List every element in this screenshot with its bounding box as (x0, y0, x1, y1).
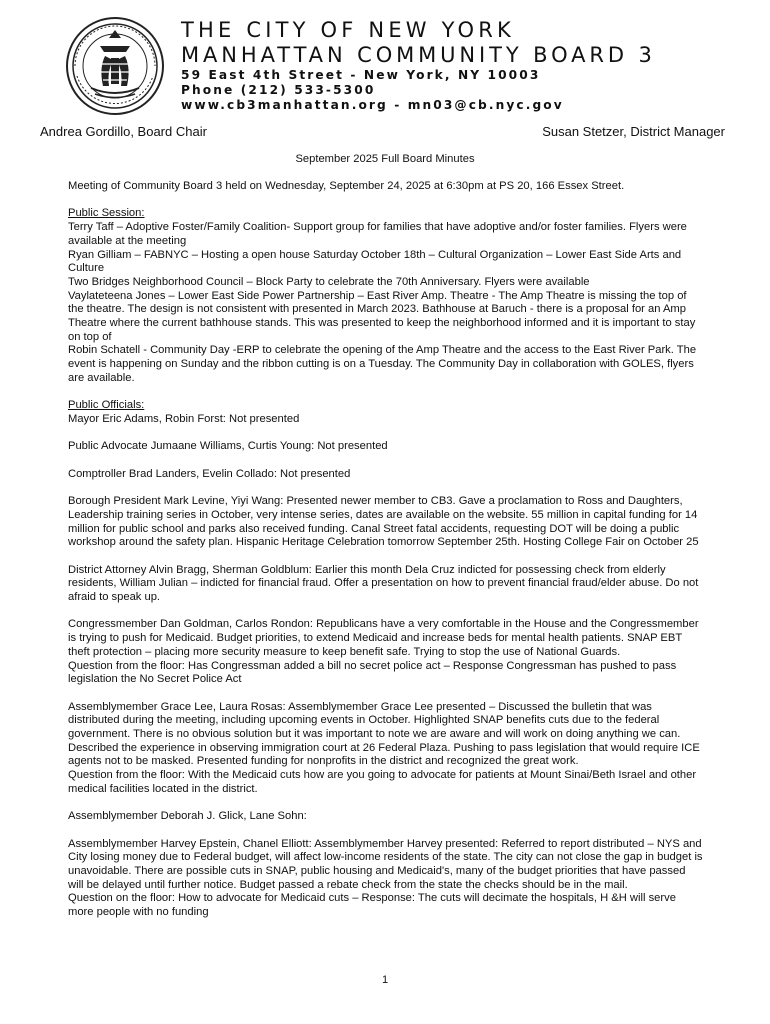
city-seal-icon (65, 16, 165, 116)
public-session-item: Terry Taff – Adoptive Foster/Family Coalition- Support group for families that have adoptive and/or foster families. Flyers were available at the meeting (68, 221, 687, 247)
assemblymember-glick-report: Assemblymember Deborah J. Glick, Lane Sohn: (68, 810, 307, 823)
web-email-line: www.cb3manhattan.org - mn03@cb.nyc.gov (181, 98, 564, 112)
letterhead (181, 18, 656, 113)
board-chair: Andrea Gordillo, Board Chair (40, 124, 207, 139)
mayor-report: Mayor Eric Adams, Robin Forst: Not presented (68, 412, 300, 425)
agency-name-line2: MANHATTAN COMMUNITY BOARD 3 (181, 43, 656, 67)
meeting-intro: Meeting of Community Board 3 held on Wednesday, September 24, 2025 at 6:30pm at PS 20, 166 Essex Street. (68, 180, 625, 192)
assemblymember-lee-report: Assemblymember Grace Lee, Laura Rosas: Assemblymember Grace Lee presented – Discussed the bulletin that was distributed during the meeting, including upcoming events in October. Highlighted SNAP benefits cuts due to the federal government. There is no obvious solution but it was important to note we are aware and will work on doing anything we can. Described the experience in observing immigration court at 26 Federal Plaza. Pushing to pass legislation that would require ICE agents not to be masked. Presented funding for nonprofits in the district and recognized the great work. (68, 700, 700, 768)
borough-president-report: Borough President Mark Levine, Yiyi Wang: Presented newer member to CB3. Gave a proclamation to Ross and Daughters, Leadership training series in October, very intense series, dates are available on the website. 55 million in capital funding for 14 million for public school and parks also received funding. Canal Street fatal accidents, requesting DOT will be doing a public workshop around the safety plan. Hispanic Heritage Celebration tomorrow September 25th. Hosting College Fair on October 25 (68, 495, 699, 549)
agency-name-line1: THE CITY OF NEW YORK (181, 18, 516, 42)
address-line: 59 East 4th Street - New York, NY 10003 (181, 68, 541, 82)
assemblymember-lee-question: Question from the floor: With the Medicaid cuts how are you going to advocate for patients at Mount Sinai/Beth Israel and other medical facilities located in the district. (68, 769, 697, 795)
page-number: 1 (381, 974, 389, 986)
public-session-item: Two Bridges Neighborhood Council – Block Party to celebrate the 70th Anniversary. Flyers were available (68, 275, 590, 288)
congressmember-question: Question from the floor: Has Congressman added a bill no secret police act – Response Congressman has pushed to pass legislation the No Secret Police Act (68, 659, 677, 686)
public-session-item: Vaylateteena Jones – Lower East Side Power Partnership – East River Amp. Theatre - The Amp Theatre is missing the top of the theatre. The design is not consistent with presented in March 2023. Bathhouse at Baruch - there is a proposal for an Amp Theatre where the current bathhouse stands. This was presented to keep the neighborhood informed and it is important to stay on top of (68, 289, 696, 343)
document-title: September 2025 Full Board Minutes (295, 153, 475, 165)
public-session-heading: Public Session: (68, 207, 145, 220)
assemblymember-epstein-question: Question on the floor: How to advocate for Medicaid cuts – Response: The cuts will decimate the hospitals, H &H will serve more people with no funding (68, 892, 676, 919)
public-advocate-report: Public Advocate Jumaane Williams, Curtis Young: Not presented (68, 440, 388, 453)
public-officials-heading: Public Officials: (68, 399, 145, 412)
comptroller-report: Comptroller Brad Landers, Evelin Collado: Not presented (68, 467, 351, 480)
phone-line: Phone (212) 533-5300 (181, 83, 376, 97)
district-manager: Susan Stetzer, District Manager (542, 124, 725, 139)
congressmember-report: Congressmember Dan Goldman, Carlos Rondon: Republicans have a very comfortable in the House and the Congressmember is trying to push for Medicaid. Budget priorities, to extend Medicaid and increase beds for mental health patients. SNAP EBT theft protection – placing more security measure to keep benefit safe. Trying to stop the use of National Guards. (68, 618, 699, 658)
minutes-body (68, 180, 704, 920)
district-attorney-report: District Attorney Alvin Bragg, Sherman Goldblum: Earlier this month Dela Cruz indicted for possessing check from elderly residents, William Julian – indicted for financial fraud. Offer a presentation on how to prevent financial fraud/elder abuse. Do not afraid to speak up. (68, 563, 699, 603)
assemblymember-epstein-report: Assemblymember Harvey Epstein, Chanel Elliott: Assemblymember Harvey presented: Referred to report distributed – NYS and City losing money due to Federal budget, will affect low-income residents of the state. The city can not close the gap in budget is unavoidable. There are possible cuts in SNAP, public housing and Medicaid's, many of the budget priorities that have passed will be delayed until further notice. Budget passed a rebate check from the state the checks should be in the mail. (68, 837, 703, 891)
public-session-item: Ryan Gilliam – FABNYC – Hosting a open house Saturday October 18th – Cultural Organization – Lower East Side Arts and Culture (68, 248, 682, 275)
public-session-item: Robin Schatell - Community Day -ERP to celebrate the opening of the Amp Theatre and the access to the East River Park. The event is happening on Sunday and the ribbon cutting is on a Tuesday. The Community Day in collaboration with GOLES, flyers are available. (68, 344, 697, 384)
